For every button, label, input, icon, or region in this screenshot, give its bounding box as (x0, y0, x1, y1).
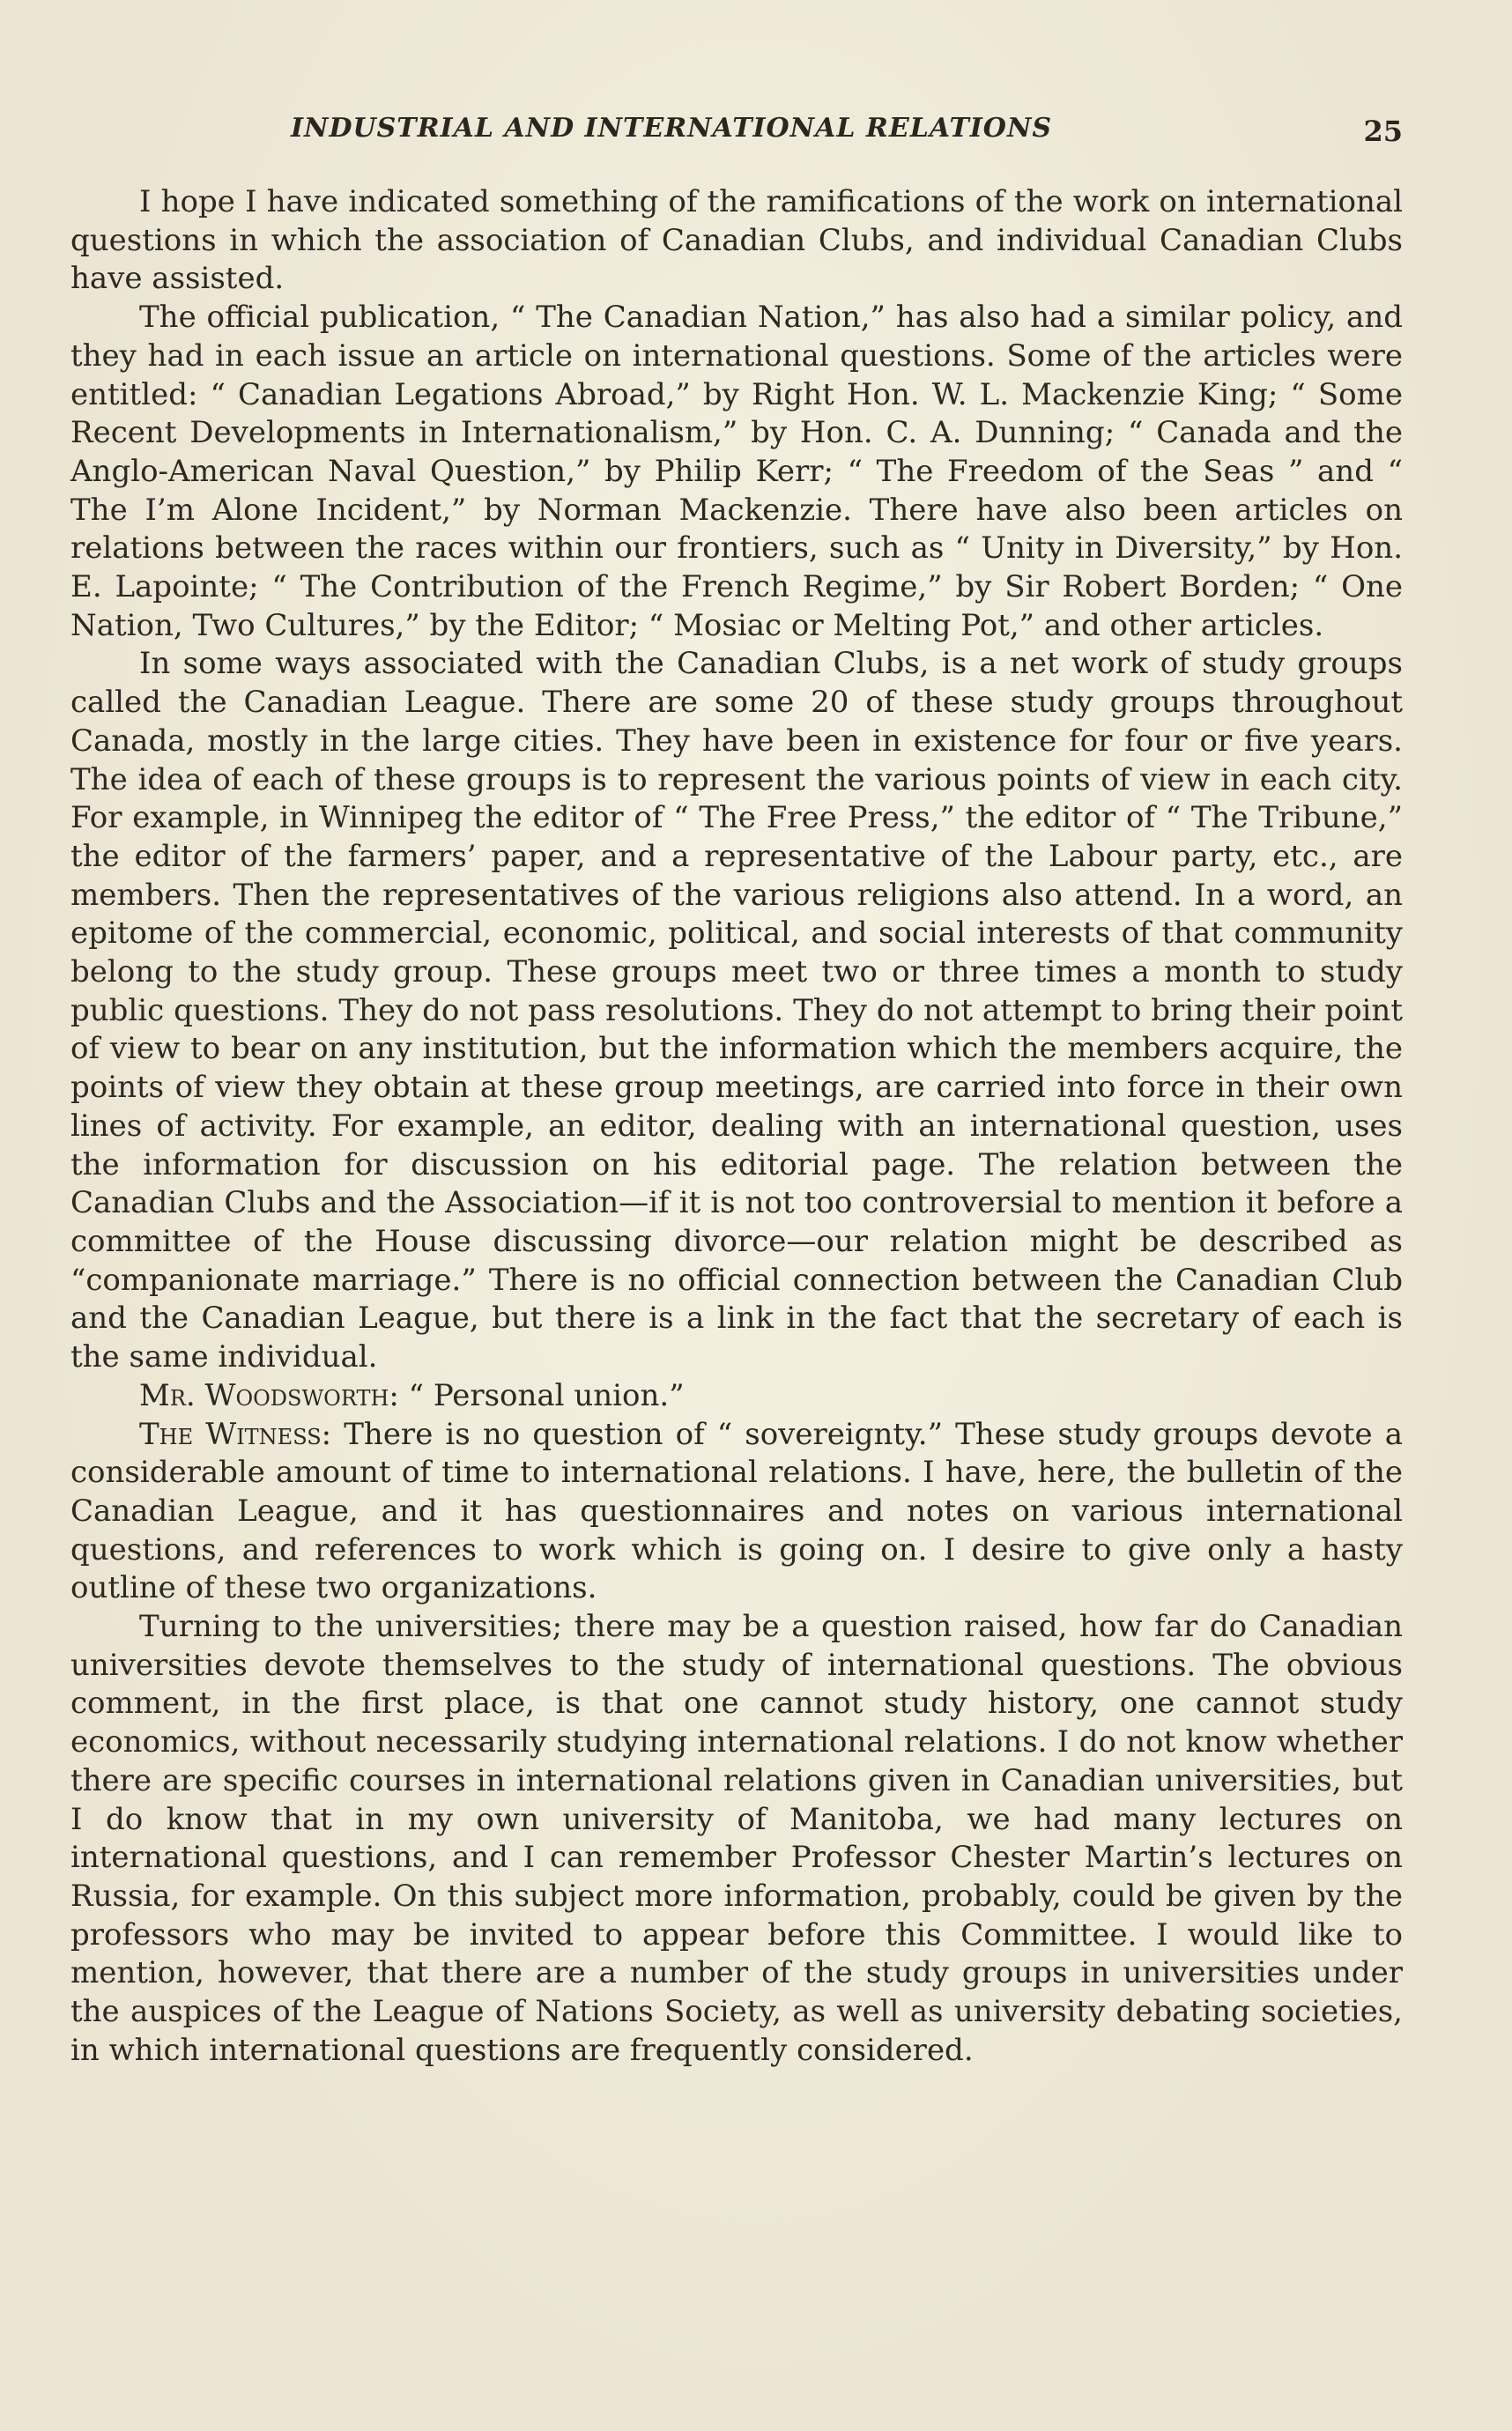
paragraph-official-publication: The official publication, “ The Canadian Nation,” has also had a similar policy, and they had in each issue an article on international questions. Some of the articles were entitled: “ Canadian Legations Abroad,” by Right Hon. W. L. Mackenzie King; “ Some Recent Developments in Internationalism,” by Hon. C. A. Dunning; “ Canada and the Anglo-American Naval Question,” by Philip Kerr; “ The Freedom of the Seas ” and “ The I’m Alone Incident,” by Norman Mackenzie. There have also been articles on relations between the races within our frontiers, such as “ Unity in Diversity,” by Hon. E. Lapointe; “ The Contribution of the French Regime,” by Sir Robert Borden; “ One Nation, Two Cultures,” by the Editor; “ Mosiac or Melting Pot,” and other articles. (70, 300, 1403, 643)
page-number: 25 (1363, 115, 1403, 148)
speech-text: “ Personal union.” (398, 1377, 685, 1413)
speaker-name: The Witness: (139, 1416, 332, 1452)
speaker-name: Mr. Woodsworth: (139, 1377, 399, 1413)
speech-text: There is no question of “ sovereignty.” These study groups devote a considerable amount of time to international relations. I have, here, the bulletin of the Canadian League, and it has questionnaires and notes on various international questions, and references to work which is going on. I desire to give only a hasty outline of these two organizations. (70, 1416, 1404, 1606)
page-header (70, 113, 1403, 157)
paragraph-witness (70, 1416, 1403, 1609)
body-text (70, 183, 1403, 2070)
paragraph-canadian-league: In some ways associated with the Canadian Clubs, is a net work of study groups called the Canadian League. There are some 20 of these study groups throughout Canada, mostly in the large cities. They have been in existence for four or five years. The idea of each of these groups is to represent the various points of view in each city. For example, in Winnipeg the editor of “ The Free Press,” the editor of “ The Tribune,” the editor of the farmers’ paper, and a representative of the Labour party, etc., are members. Then the representatives of the various religions also attend. In a word, an epitome of the commercial, economic, political, and social interests of that community belong to the study group. These groups meet two or three times a month to study public questions. They do not pass resolutions. They do not attempt to bring their point of view to bear on any institution, but the information which the members acquire, the points of view they obtain at these group meetings, are carried into force in their own lines of activity. For example, an editor, dealing with an international question, uses the information for discussion on his editorial page. The relation between the Canadian Clubs and the Association—if it is not too controversial to mention it before a committee of the House discussing divorce—our relation might be described as “companionate marriage.” There is no official connection between the Canadian Club and the Canadian League, but there is a link in the fact that the secretary of each is the same individual. (70, 646, 1403, 1375)
paragraph-ramifications: I hope I have indicated something of the ramifications of the work on international questions in which the association of Canadian Clubs, and individual Canadian Clubs have assisted. (70, 184, 1403, 297)
paragraph-universities: Turning to the universities; there may be a question raised, how far do Canadian universities devote themselves to the study of international questions. The obvious comment, in the first place, is that one cannot study history, one cannot study economics, without necessarily studying international relations. I do not know whether there are specific courses in international relations given in Canadian universities, but I do know that in my own university of Manitoba, we had many lectures on international questions, and I can remember Professor Chester Martin’s lectures on Russia, for example. On this subject more information, probably, could be given by the professors who may be invited to appear before this Committee. I would like to mention, however, that there are a number of the study groups in universities under the auspices of the League of Nations Society, as well as university debating societies, in which international questions are frequently considered. (70, 1609, 1403, 2068)
paragraph-woodsworth (70, 1377, 1403, 1416)
running-head: INDUSTRIAL AND INTERNATIONAL RELATIONS (291, 113, 1053, 144)
